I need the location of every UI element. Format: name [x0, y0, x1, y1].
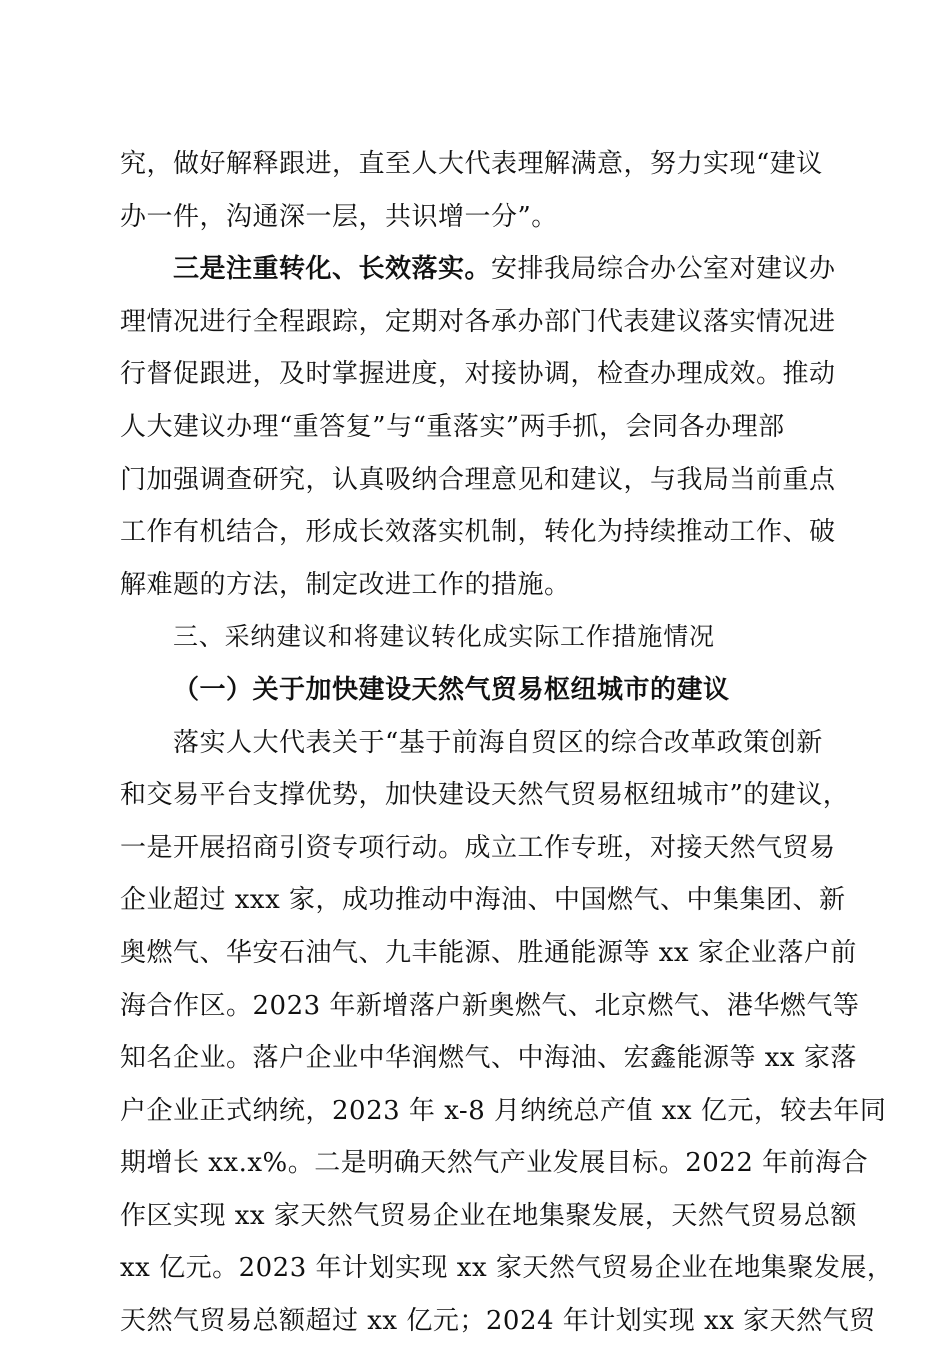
text-line: xx 亿元。2023 年计划实现 xx 家天然气贸易企业在地集聚发展， — [120, 1253, 894, 1284]
text-line: 知名企业。落户企业中华润燃气、中海油、宏鑫能源等 xx 家落 — [120, 1043, 857, 1074]
text-line: 期增长 xx.x%。二是明确天然气产业发展目标。2022 年前海合 — [120, 1148, 869, 1179]
paragraph-three-first-line — [120, 243, 836, 296]
text-line: 奥燃气、华安石油气、九丰能源、胜通能源等 xx 家企业落户前 — [120, 937, 857, 968]
text-line: 天然气贸易总额超过 xx 亿元；2024 年计划实现 xx 家天然气贸 — [120, 1306, 876, 1337]
paragraph-lead: 三是注重转化、长效落实。 — [173, 254, 492, 285]
text-line: 理情况进行全程跟踪，定期对各承办部门代表建议落实情况进 — [120, 306, 836, 337]
section-heading: 三、采纳建议和将建议转化成实际工作措施情况 — [173, 622, 715, 652]
text-line: 作区实现 xx 家天然气贸易企业在地集聚发展，天然气贸易总额 — [120, 1200, 857, 1231]
text-line: 究，做好解释跟进，直至人大代表理解满意，努力实现“建议 — [120, 149, 823, 179]
text-line: 一是开展招商引资专项行动。成立工作专班，对接天然气贸易 — [120, 832, 836, 863]
document-page — [120, 138, 894, 1348]
text-line: 人大建议办理“重答复”与“重落实”两手抓，会同各办理部 — [120, 411, 785, 442]
text-line: 办一件，沟通深一层，共识增一分”。 — [120, 201, 558, 232]
text-line: 工作有机结合，形成长效落实机制，转化为持续推动工作、破 — [120, 517, 836, 548]
text-line: 户企业正式纳统，2023 年 x-8 月纳统总产值 xx 亿元，较去年同 — [120, 1095, 887, 1126]
text-line: 落实人大代表关于“基于前海自贸区的综合改革政策创新 — [173, 727, 823, 758]
text-line: 企业超过 xxx 家，成功推动中海油、中国燃气、中集集团、新 — [120, 885, 846, 916]
text-line: 海合作区。2023 年新增落户新奥燃气、北京燃气、港华燃气等 — [120, 990, 860, 1021]
text-run: 安排我局综合办公室对建议办 — [491, 254, 836, 285]
text-line: 解难题的方法，制定改进工作的措施。 — [120, 569, 571, 600]
text-line: 行督促跟进，及时掌握进度，对接协调，检查办理成效。推动 — [120, 359, 836, 390]
subsection-heading: （一）关于加快建设天然气贸易枢纽城市的建议 — [173, 674, 730, 705]
text-line: 门加强调查研究，认真吸纳合理意见和建议，与我局当前重点 — [120, 464, 836, 495]
text-line: 和交易平台支撑优势，加快建设天然气贸易枢纽城市”的建议， — [120, 780, 850, 811]
